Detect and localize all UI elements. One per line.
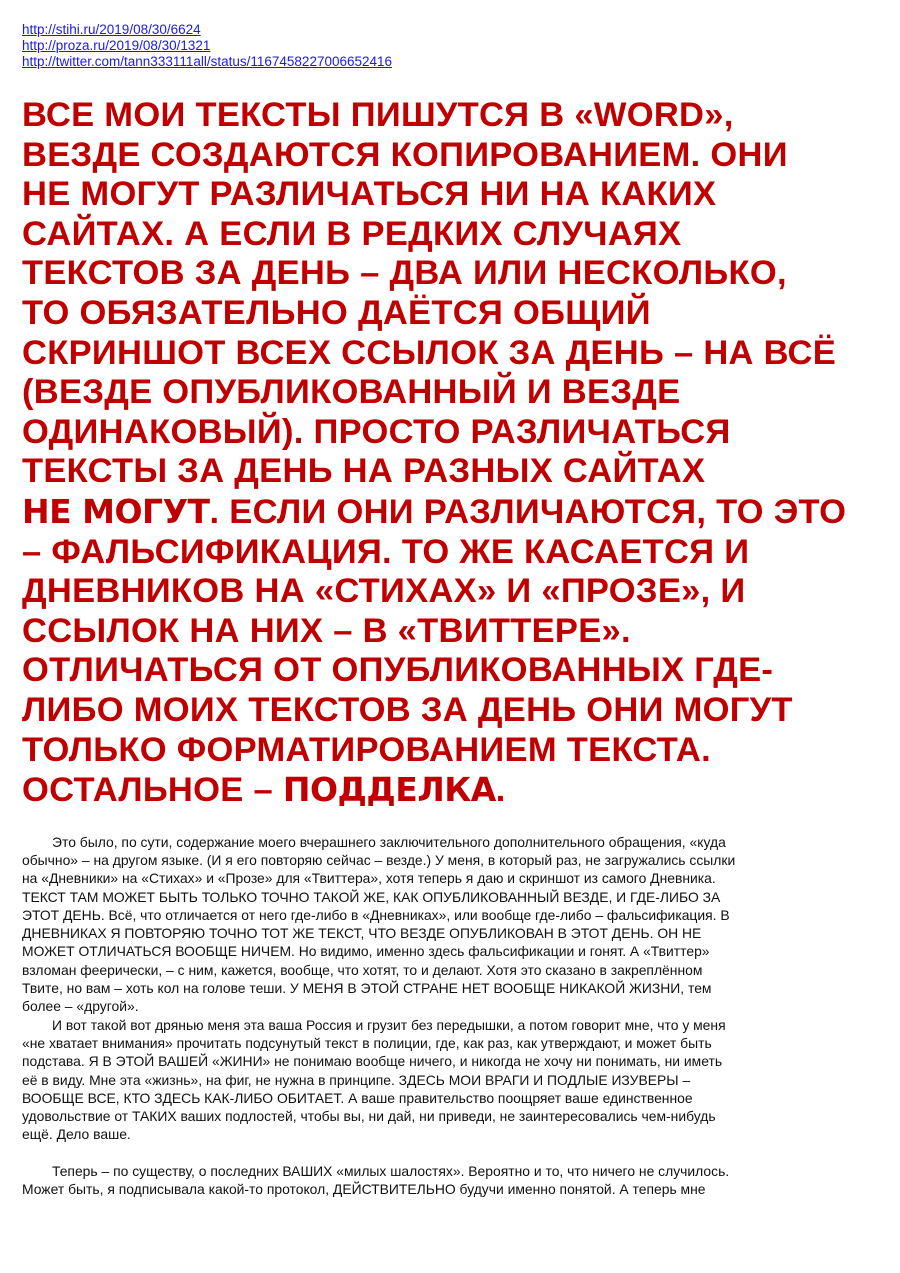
proza-link[interactable]: http://proza.ru/2019/08/30/1321: [22, 38, 211, 53]
paragraph-1-line: взломан феерически, – с ним, кажется, вообще, что хотят, то и делают. Хотя это сказано в закреплённом: [22, 961, 703, 978]
headline-line: ТЕКСТЫ ЗА ДЕНЬ НА РАЗНЫХ САЙТАХ: [22, 452, 706, 491]
headline-line-emphasis: [22, 492, 860, 533]
paragraph-1-line: на «Дневники» на «Стихах» и «Прозе» для «Твиттера», хотя теперь я даю и скриншот из самого Дневника.: [22, 870, 716, 887]
headline-line: ССЫЛОК НА НИХ – В «ТВИТТЕРЕ».: [22, 611, 631, 650]
headline-line: ТЕКСТОВ ЗА ДЕНЬ – ДВА ИЛИ НЕСКОЛЬКО,: [22, 254, 787, 293]
paragraph-1-line: Это было, по сути, содержание моего вчерашнего заключительного дополнительного обращения, «куда: [52, 833, 726, 850]
paragraph-2-line: И вот такой вот дрянью меня эта ваша Россия и грузит без передышки, а потом говорит мне, что у меня: [52, 1016, 726, 1033]
paragraph-1-line: более – «другой».: [22, 998, 139, 1015]
headline-line: ТО ОБЯЗАТЕЛЬНО ДАЁТСЯ ОБЩИЙ: [22, 293, 651, 332]
paragraph-gap: [22, 1144, 860, 1162]
headline-last-end: .: [495, 771, 506, 810]
headline-line: ОДИНАКОВЫЙ). ПРОСТО РАЗЛИЧАТЬСЯ: [22, 412, 731, 451]
link-list: [22, 22, 860, 70]
headline-emphasis-not-can: НЕ МОГУТ: [22, 491, 210, 531]
paragraph-3-line: Теперь – по существу, о последних ВАШИХ «милых шалостях». Вероятно и то, что ничего не случилось.: [52, 1162, 730, 1179]
paragraph-2-line: «не хватает внимания» прочитать подсунутый текст в полиции, где, как раз, как утверждают, и может быть: [22, 1034, 712, 1051]
headline-line: ВСЕ МОИ ТЕКСТЫ ПИШУТСЯ В «WORD»,: [22, 96, 734, 134]
headline-line-rest: . ЕСЛИ ОНИ РАЗЛИЧАЮТСЯ, ТО ЭТО: [209, 492, 847, 531]
headline-line: ОТЛИЧАТЬСЯ ОТ ОПУБЛИКОВАННЫХ ГДЕ-: [22, 651, 774, 690]
paragraph-1-line: обычно» – на другом языке. (И я его повторяю сейчас – везде.) У меня, в который раз, не загружались ссылки: [22, 851, 736, 868]
paragraph-3-line: Может быть, я подписывала какой-то протокол, ДЕЙСТВИТЕЛЬНО будучи именно понятой. А теперь мне: [22, 1181, 706, 1198]
paragraph-1-line: МОЖЕТ ОТЛИЧАТЬСЯ ВООБЩЕ НИЧЕМ. Но видимо, именно здесь фальсификации и гонят. А «Твиттер»: [22, 943, 710, 960]
headline-last-line: [22, 770, 860, 811]
headline-last-start: ОСТАЛЬНОЕ –: [22, 771, 283, 810]
body-text: [22, 833, 860, 1199]
twitter-link[interactable]: http://twitter.com/tann333111all/status/1167458227006652416: [22, 54, 393, 69]
paragraph-2-line: ВООБЩЕ ВСЕ, КТО ЗДЕСЬ КАК-ЛИБО ОБИТАЕТ. А ваше правительство поощряет ваше единственное: [22, 1089, 693, 1106]
paragraph-2-line: её в виду. Мне эта «жизнь», на фиг, не нужна в принципе. ЗДЕСЬ МОИ ВРАГИ И ПОДЛЫЕ ИЗУВЕРЫ –: [22, 1071, 691, 1088]
headline-line: НЕ МОГУТ РАЗЛИЧАТЬСЯ НИ НА КАКИХ: [22, 175, 717, 214]
headline-line: ДНЕВНИКОВ НА «СТИХАХ» И «ПРОЗЕ», И: [22, 572, 746, 611]
paragraph-1-line: ЭТОТ ДЕНЬ. Всё, что отличается от него где-либо в «Дневниках», или вообще где-либо – фальсификация. В: [22, 906, 730, 923]
headline-emphasis-fake: ПОДДЕЛКА: [282, 770, 496, 810]
paragraph-1-line: ДНЕВНИКАХ Я ПОВТОРЯЮ ТОЧНО ТОТ ЖЕ ТЕКСТ, ЧТО ВЕЗДЕ ОПУБЛИКОВАН В ЭТОТ ДЕНЬ. ОН НЕ: [22, 925, 702, 942]
paragraph-2-line: подстава. Я В ЭТОЙ ВАШЕЙ «ЖИНИ» не понимаю вообще ничего, и никогда не хочу ни понимать, ни иметь: [22, 1053, 723, 1070]
paragraph-2-line: ещё. Дело ваше.: [22, 1126, 131, 1143]
paragraph-2-line: удовольствие от ТАКИХ ваших подлостей, чтобы вы, ни дай, ни приведи, не заинтересовались чем-нибудь: [22, 1108, 716, 1125]
headline-line: ВЕЗДЕ СОЗДАЮТСЯ КОПИРОВАНИЕМ. ОНИ: [22, 135, 788, 174]
headline-line: (ВЕЗДЕ ОПУБЛИКОВАННЫЙ И ВЕЗДЕ: [22, 373, 681, 412]
headline: [22, 96, 860, 811]
paragraph-1-line: Твите, но вам – хоть кол на голове теши. У МЕНЯ В ЭТОЙ СТРАНЕ НЕТ ВООБЩЕ НИКАКОЙ ЖИЗНИ, тем: [22, 980, 712, 997]
headline-line: ТОЛЬКО ФОРМАТИРОВАНИЕМ ТЕКСТА.: [22, 730, 712, 769]
headline-line: – ФАЛЬСИФИКАЦИЯ. ТО ЖЕ КАСАЕТСЯ И: [22, 532, 750, 571]
headline-line: ЛИБО МОИХ ТЕКСТОВ ЗА ДЕНЬ ОНИ МОГУТ: [22, 690, 793, 729]
headline-line: САЙТАХ. А ЕСЛИ В РЕДКИХ СЛУЧАЯХ: [22, 214, 682, 253]
paragraph-1-line: ТЕКСТ ТАМ МОЖЕТ БЫТЬ ТОЛЬКО ТОЧНО ТАКОЙ ЖЕ, КАК ОПУБЛИКОВАННЫЙ ВЕЗДЕ, И ГДЕ-ЛИБО ЗА: [22, 888, 721, 905]
headline-line: СКРИНШОТ ВСЕХ ССЫЛОК ЗА ДЕНЬ – НА ВСЁ: [22, 333, 837, 372]
stihi-link[interactable]: http://stihi.ru/2019/08/30/6624: [22, 22, 201, 37]
